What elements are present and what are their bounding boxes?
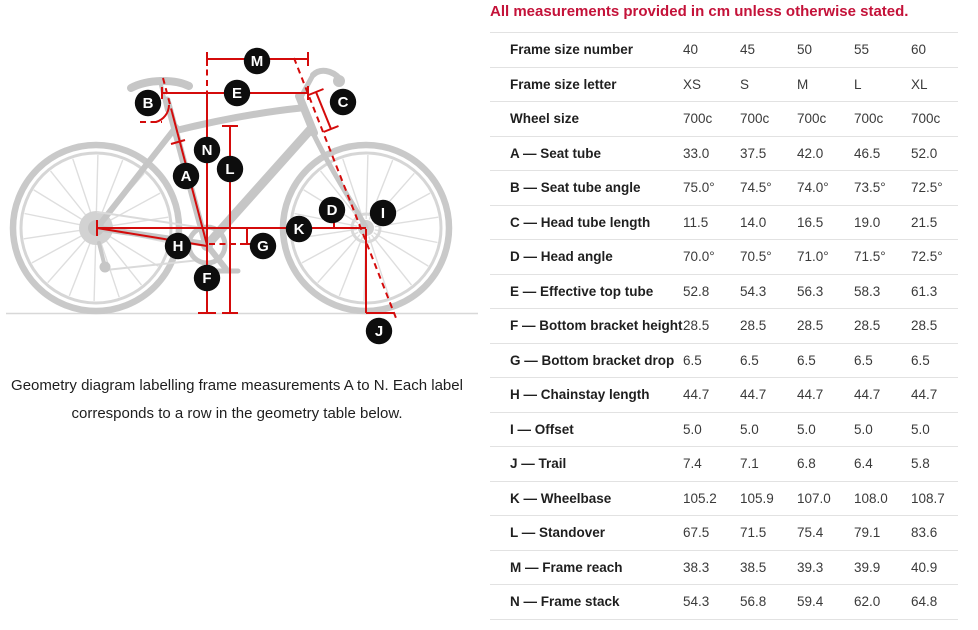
row-value: 75.0°: [683, 171, 740, 206]
svg-text:L: L: [225, 161, 235, 179]
row-value: 44.7: [854, 378, 911, 413]
svg-text:J: J: [374, 323, 384, 341]
row-value: 39.3: [797, 550, 854, 585]
row-value: 56.3: [797, 274, 854, 309]
svg-text:G: G: [257, 238, 269, 256]
row-label: L — Standover: [490, 516, 683, 551]
geometry-caption: [0, 372, 474, 427]
row-value: 52.8: [683, 274, 740, 309]
diagram-label-n: [194, 137, 220, 163]
row-value: 61.3: [911, 274, 958, 309]
svg-text:B: B: [142, 95, 154, 113]
row-value: 33.0: [683, 136, 740, 171]
row-label: E — Effective top tube: [490, 274, 683, 309]
row-value: 19.0: [854, 205, 911, 240]
table-row: [490, 102, 958, 137]
diagram-label-h: [165, 233, 191, 259]
diagram-label-e: [224, 80, 250, 106]
row-value: 5.0: [740, 412, 797, 447]
row-value: S: [740, 67, 797, 102]
diagram-label-c: [330, 89, 356, 115]
row-value: 37.5: [740, 136, 797, 171]
row-value: 44.7: [911, 378, 958, 413]
row-label: D — Head angle: [490, 240, 683, 275]
derailleur: [99, 243, 104, 263]
svg-text:I: I: [380, 205, 386, 223]
diagram-label-k: [286, 216, 312, 242]
row-value: 79.1: [854, 516, 911, 551]
row-label: K — Wheelbase: [490, 481, 683, 516]
diagram-label-i: [370, 200, 396, 226]
row-value: 71.0°: [797, 240, 854, 275]
row-value: 6.5: [854, 343, 911, 378]
row-value: 5.0: [854, 412, 911, 447]
svg-text:M: M: [250, 53, 264, 71]
svg-text:F: F: [202, 270, 212, 288]
row-value: 39.9: [854, 550, 911, 585]
table-row: [490, 343, 958, 378]
row-value: 62.0: [854, 585, 911, 620]
row-value: 54.3: [683, 585, 740, 620]
row-value: 11.5: [683, 205, 740, 240]
table-row: [490, 309, 958, 344]
row-value: 38.3: [683, 550, 740, 585]
row-value: 38.5: [740, 550, 797, 585]
table-row: [490, 516, 958, 551]
top-tube: [174, 108, 301, 131]
svg-text:N: N: [201, 142, 213, 160]
svg-text:E: E: [231, 85, 243, 103]
table-row: [490, 585, 958, 620]
row-value: 45: [740, 33, 797, 68]
measurements-note: All measurements provided in cm unless otherwise stated.: [490, 3, 909, 20]
row-label: I — Offset: [490, 412, 683, 447]
svg-text:K: K: [293, 221, 305, 239]
row-value: 74.0°: [797, 171, 854, 206]
row-value: 54.3: [740, 274, 797, 309]
row-value: 28.5: [911, 309, 958, 344]
table-row: [490, 33, 958, 68]
row-value: 28.5: [797, 309, 854, 344]
row-value: 28.5: [683, 309, 740, 344]
table-row: [490, 67, 958, 102]
row-value: 44.7: [683, 378, 740, 413]
row-value: 40.9: [911, 550, 958, 585]
row-value: 6.5: [797, 343, 854, 378]
row-value: 107.0: [797, 481, 854, 516]
row-value: 72.5°: [911, 240, 958, 275]
svg-text:C: C: [337, 94, 349, 112]
row-label: Wheel size: [490, 102, 683, 137]
row-value: 6.4: [854, 447, 911, 482]
row-value: 44.7: [797, 378, 854, 413]
row-value: 105.2: [683, 481, 740, 516]
row-label: G — Bottom bracket drop: [490, 343, 683, 378]
table-row: [490, 412, 958, 447]
row-value: 60: [911, 33, 958, 68]
row-value: 6.5: [911, 343, 958, 378]
row-label: J — Trail: [490, 447, 683, 482]
svg-text:H: H: [172, 238, 184, 256]
table-row: [490, 550, 958, 585]
diagram-label-a: [173, 163, 199, 189]
row-value: 70.5°: [740, 240, 797, 275]
row-value: 83.6: [911, 516, 958, 551]
row-value: 56.8: [740, 585, 797, 620]
row-value: 700c: [797, 102, 854, 137]
row-value: 5.8: [911, 447, 958, 482]
row-value: 14.0: [740, 205, 797, 240]
row-value: 59.4: [797, 585, 854, 620]
row-value: 16.5: [797, 205, 854, 240]
table-row: [490, 447, 958, 482]
row-value: 50: [797, 33, 854, 68]
svg-text:A: A: [180, 168, 192, 186]
table-row: [490, 274, 958, 309]
row-value: XL: [911, 67, 958, 102]
row-value: 6.5: [683, 343, 740, 378]
row-value: 67.5: [683, 516, 740, 551]
row-label: A — Seat tube: [490, 136, 683, 171]
table-row: [490, 171, 958, 206]
row-label: Frame size letter: [490, 67, 683, 102]
row-value: 105.9: [740, 481, 797, 516]
diagram-label-j: [366, 318, 392, 344]
row-value: 7.1: [740, 447, 797, 482]
row-value: 5.0: [797, 412, 854, 447]
row-value: 70.0°: [683, 240, 740, 275]
row-value: 21.5: [911, 205, 958, 240]
row-value: 52.0: [911, 136, 958, 171]
row-value: 700c: [854, 102, 911, 137]
row-value: 700c: [740, 102, 797, 137]
row-label: H — Chainstay length: [490, 378, 683, 413]
row-label: Frame size number: [490, 33, 683, 68]
row-value: 5.0: [683, 412, 740, 447]
table-row: [490, 205, 958, 240]
handlebar-grip: [333, 75, 345, 87]
row-value: 64.8: [911, 585, 958, 620]
table-row: [490, 136, 958, 171]
row-value: 700c: [911, 102, 958, 137]
geometry-table: [490, 32, 958, 620]
diagram-label-m: [244, 48, 270, 74]
row-value: L: [854, 67, 911, 102]
row-value: 7.4: [683, 447, 740, 482]
diagram-label-b: [135, 90, 161, 116]
row-value: 44.7: [740, 378, 797, 413]
row-value: 71.5: [740, 516, 797, 551]
row-label: C — Head tube length: [490, 205, 683, 240]
svg-text:D: D: [326, 202, 338, 220]
row-value: 46.5: [854, 136, 911, 171]
diagram-label-g: [250, 233, 276, 259]
row-label: B — Seat tube angle: [490, 171, 683, 206]
diagram-label-l: [217, 156, 243, 182]
row-value: 6.8: [797, 447, 854, 482]
row-label: F — Bottom bracket height: [490, 309, 683, 344]
row-label: M — Frame reach: [490, 550, 683, 585]
row-value: 71.5°: [854, 240, 911, 275]
derailleur-pulley: [100, 262, 111, 273]
row-value: 40: [683, 33, 740, 68]
row-value: 108.0: [854, 481, 911, 516]
row-value: 72.5°: [911, 171, 958, 206]
row-value: 5.0: [911, 412, 958, 447]
row-value: 75.4: [797, 516, 854, 551]
row-value: 58.3: [854, 274, 911, 309]
row-value: XS: [683, 67, 740, 102]
caption-line-1: Geometry diagram labelling frame measurements A to N. Each label: [11, 377, 463, 394]
row-value: 28.5: [854, 309, 911, 344]
row-label: N — Frame stack: [490, 585, 683, 620]
row-value: M: [797, 67, 854, 102]
row-value: 42.0: [797, 136, 854, 171]
diagram-label-d: [319, 197, 345, 223]
row-value: 6.5: [740, 343, 797, 378]
row-value: 73.5°: [854, 171, 911, 206]
table-row: [490, 481, 958, 516]
caption-line-2: corresponds to a row in the geometry table below.: [71, 404, 403, 422]
geometry-table-body: [490, 33, 958, 620]
table-row: [490, 378, 958, 413]
row-value: 700c: [683, 102, 740, 137]
diagram-label-f: [194, 265, 220, 291]
table-row: [490, 240, 958, 275]
row-value: 55: [854, 33, 911, 68]
row-value: 28.5: [740, 309, 797, 344]
chain-bottom: [106, 260, 200, 270]
row-value: 74.5°: [740, 171, 797, 206]
row-value: 108.7: [911, 481, 958, 516]
